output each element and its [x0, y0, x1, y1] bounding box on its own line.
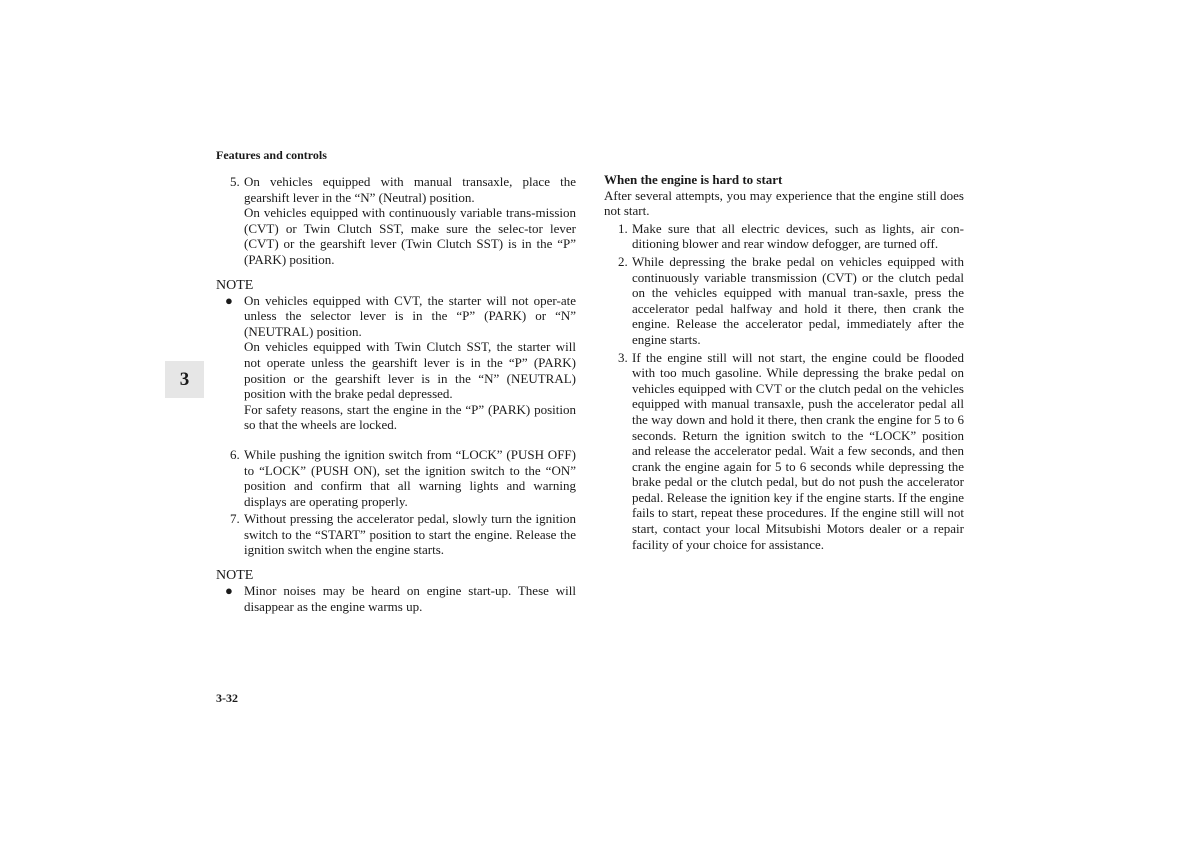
note-label: NOTE — [216, 568, 254, 584]
step-1 — [604, 221, 964, 252]
step-text: If the engine still will not start, the engine could be flooded with too much gasoline. While depressing the brake pedal on vehicles equipped with CVT or the clutch pedal on the vehicles equipped with manual transaxle, push the accelerator pedal all the way down and hold it there, then crank the engine for 5 to 6 seconds. Return the ignition switch to the “LOCK” position and release the accelerator pedal. Wait a few seconds, and then crank the engine again for 5 to 6 seconds while depressing the brake pedal or the clutch pedal, but do not push the accelerator pedal. Release the ignition key if the engine starts. If the engine fails to start, repeat these procedures. If the engine still will not start, contact your local Mitsubishi Motors dealer or a repair facility of your choice for assistance. — [632, 349, 964, 552]
intro-text: After several attempts, you may experience that the engine still does not start. — [604, 187, 964, 219]
right-column — [604, 172, 964, 554]
step-number: 7. — [230, 511, 240, 527]
step-number: 2. — [618, 253, 628, 269]
left-column — [216, 174, 576, 614]
step-paragraph: On vehicles equipped with manual transaxle, place the gearshift lever in the “N” (Neutral) position. — [244, 174, 576, 205]
note-label: NOTE — [216, 277, 254, 293]
bullet-icon: ● — [225, 292, 233, 308]
step-number: 6. — [230, 446, 240, 462]
note-bullet — [216, 293, 576, 433]
step-6 — [216, 447, 576, 509]
bullet-icon: ● — [225, 583, 233, 599]
step-paragraph: On vehicles equipped with continuously variable trans-mission (CVT) or Twin Clutch SST, make sure the selec-tor lever (CVT) or the gearshift lever (Twin Clutch SST) is in the “P” (PARK) position. — [244, 205, 576, 267]
note-paragraph: For safety reasons, start the engine in the “P” (PARK) position so that the wheels are locked. — [244, 401, 576, 433]
step-text: Make sure that all electric devices, such as lights, air con-ditioning blower and rear window defogger, are turned off. — [632, 220, 964, 252]
step-number: 5. — [230, 174, 240, 189]
note-paragraph: On vehicles equipped with Twin Clutch SST, the starter will not operate unless the gearshift lever is in the “P” (PARK) position or the gearshift lever is in the “N” (NEUTRAL) position with the brake pedal depressed. — [244, 339, 576, 402]
section-heading: When the engine is hard to start — [604, 172, 783, 187]
step-2 — [604, 254, 964, 348]
step-text — [244, 174, 576, 268]
step-text: While depressing the brake pedal on vehicles equipped with continuously variable transmission (CVT) or the clutch pedal on the vehicles equipped with manual tran-saxle, press the accelerator pedal halfway and hold it there, then crank the engine. Release the accelerator pedal, immediately after the engine starts. — [632, 253, 964, 347]
page-number: 3-32 — [216, 691, 238, 705]
note-bullet — [216, 583, 576, 614]
note-text: Minor noises may be heard on engine start-up. These will disappear as the engine warms up. — [244, 583, 576, 614]
step-number: 1. — [618, 220, 628, 236]
chapter-tab: 3 — [165, 361, 204, 398]
note-paragraph: On vehicles equipped with CVT, the starter will not oper-ate unless the selector lever is in the “P” (PARK) or “N” (NEUTRAL) position. — [244, 292, 576, 339]
note-text — [244, 293, 576, 433]
section-header: Features and controls — [216, 148, 327, 162]
step-3 — [604, 350, 964, 553]
step-number: 3. — [618, 349, 628, 365]
step-7 — [216, 511, 576, 558]
step-text: Without pressing the accelerator pedal, slowly turn the ignition switch to the “START” position to start the engine. Release the ignition switch when the engine starts. — [244, 511, 576, 558]
step-text: While pushing the ignition switch from “LOCK” (PUSH OFF) to “LOCK” (PUSH ON), set the ignition switch to the “ON” position and confirm that all warning lights and warning displays are operating properly. — [244, 446, 576, 509]
step-5 — [216, 174, 576, 268]
